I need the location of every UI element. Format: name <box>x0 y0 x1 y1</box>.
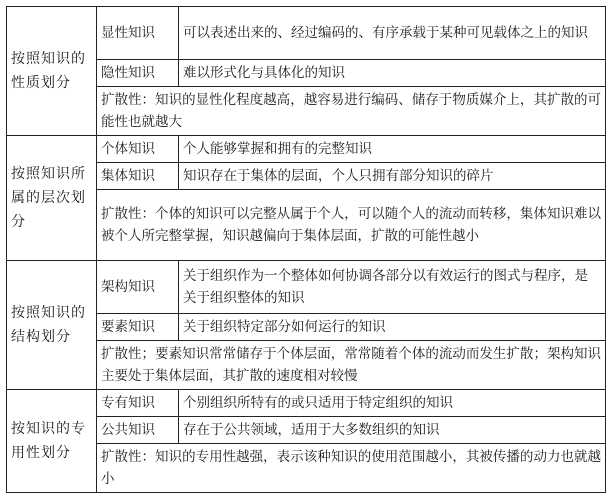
knowledge-type-cell: 架构知识 <box>97 261 179 314</box>
table-row <box>7 417 606 444</box>
table-row <box>7 136 606 163</box>
spread-cell: 扩散性：知识的显性化程度越高，越容易进行编码、储存于物质媒介上，其扩散的可能性也就越大 <box>97 87 606 136</box>
knowledge-type-cell: 公共知识 <box>97 417 179 444</box>
knowledge-desc-cell: 可以表述出来的、经过编码的、有序承载于某种可见载体之上的知识 <box>179 7 606 60</box>
knowledge-type-cell: 隐性知识 <box>97 60 179 87</box>
table-row <box>7 190 606 261</box>
knowledge-desc-cell: 关于组织作为一个整体如何协调各部分以有效运行的图式与程序，是关于组织整体的知识 <box>179 261 606 314</box>
knowledge-desc-cell: 知识存在于集体的层面，个人只拥有部分知识的碎片 <box>179 163 606 190</box>
spread-cell: 扩散性：知识的专用性越强，表示该种知识的使用范围越小，其被传播的动力也就越小 <box>97 444 606 493</box>
table-row <box>7 7 606 60</box>
knowledge-classification-table-wrapper <box>6 6 606 493</box>
knowledge-desc-cell: 难以形式化与具体化的知识 <box>179 60 606 87</box>
knowledge-desc-cell: 个人能够掌握和拥有的完整知识 <box>179 136 606 163</box>
knowledge-type-cell: 专有知识 <box>97 390 179 417</box>
table-row <box>7 163 606 190</box>
category-cell: 按照知识所属的层次划分 <box>7 136 97 261</box>
knowledge-desc-cell: 关于组织特定部分如何运行的知识 <box>179 314 606 341</box>
table-row <box>7 87 606 136</box>
table-row <box>7 444 606 493</box>
knowledge-type-cell: 集体知识 <box>97 163 179 190</box>
knowledge-type-cell: 要素知识 <box>97 314 179 341</box>
knowledge-desc-cell: 存在于公共领域，适用于大多数组织的知识 <box>179 417 606 444</box>
category-cell: 按照知识的结构划分 <box>7 261 97 390</box>
category-cell: 按知识的专用性划分 <box>7 390 97 493</box>
category-cell: 按照知识的性质划分 <box>7 7 97 136</box>
knowledge-type-cell: 个体知识 <box>97 136 179 163</box>
knowledge-desc-cell: 个别组织所特有的或只适用于特定组织的知识 <box>179 390 606 417</box>
table-row <box>7 314 606 341</box>
spread-cell: 扩散性：个体的知识可以完整从属于个人，可以随个人的流动而转移，集体知识难以被个人所完整掌握，知识越偏向于集体层面，扩散的可能性越小 <box>97 190 606 261</box>
spread-cell: 扩散性；要素知识常常储存于个体层面，常常随着个体的流动而发生扩散；架构知识主要处于集体层面，其扩散的速度相对较慢 <box>97 341 606 390</box>
knowledge-type-cell: 显性知识 <box>97 7 179 60</box>
table-row <box>7 341 606 390</box>
table-row <box>7 261 606 314</box>
knowledge-classification-table <box>6 6 606 493</box>
table-row <box>7 390 606 417</box>
table-row <box>7 60 606 87</box>
